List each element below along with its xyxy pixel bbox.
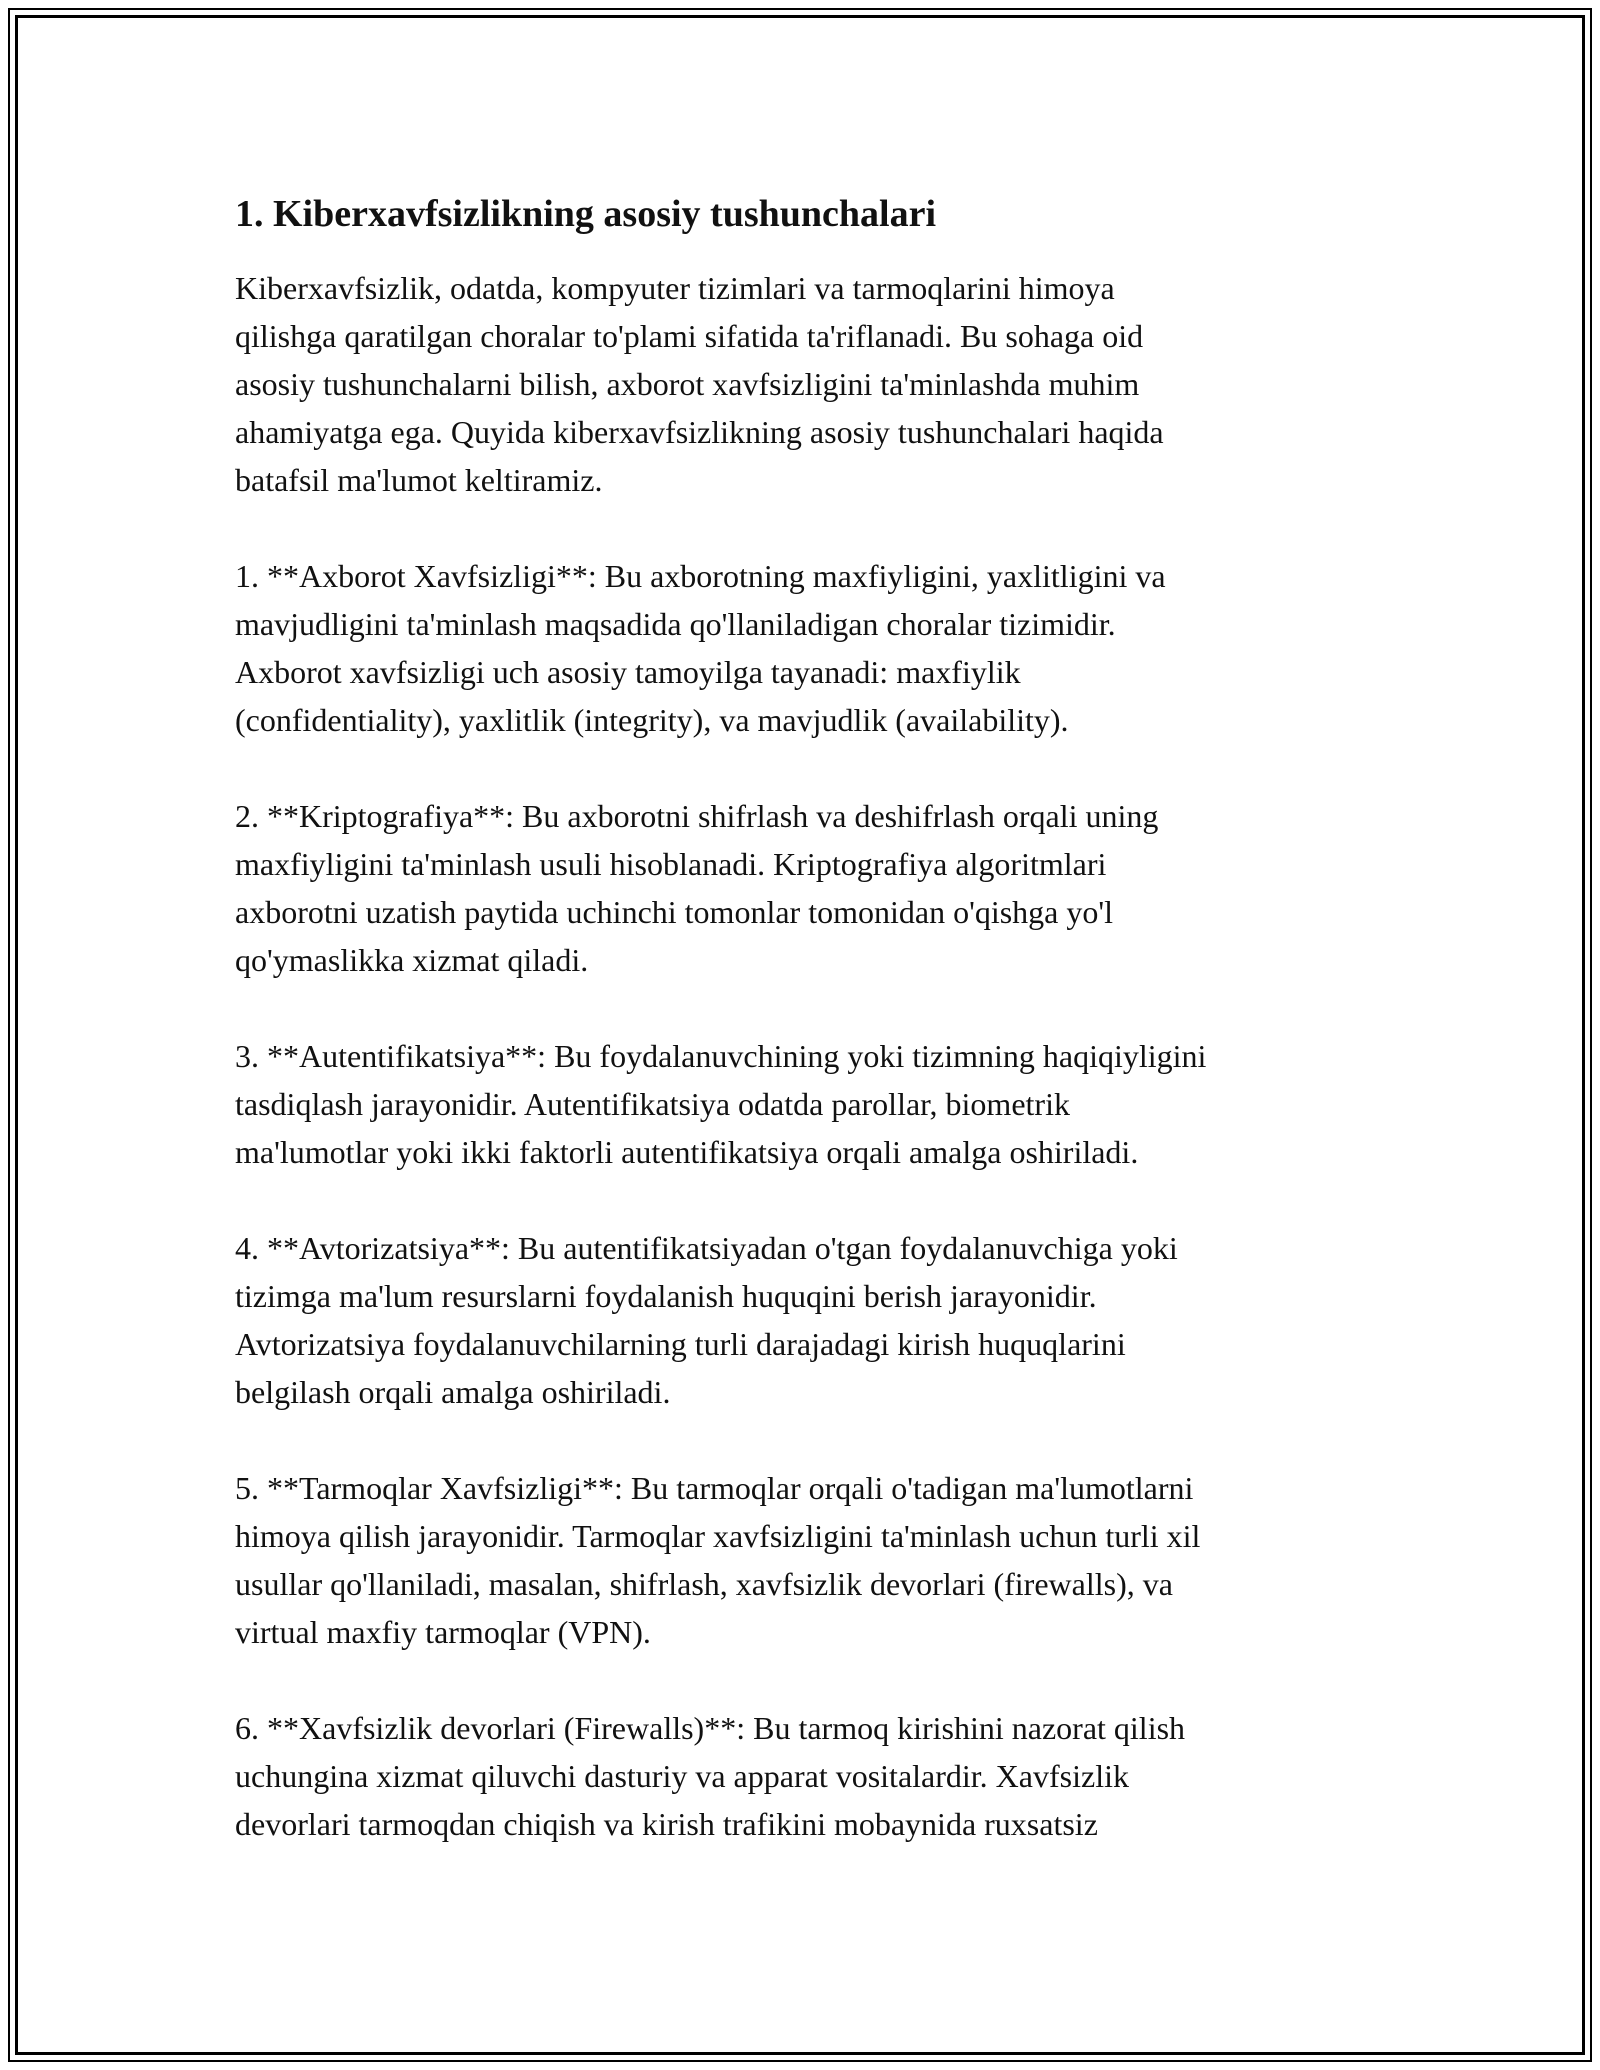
paragraph-axborot-xavfsizligi: 1. **Axborot Xavfsizligi**: Bu axborotning maxfiyligini, yaxlitligini va mavjudligini ta'minlash maqsadida qo'llaniladigan choralar tizimidir. Axborot xavfsizligi uch asosiy tamoyilga tayanadi: maxfiylik (confidentiality), yaxlitlik (integrity), va mavjudlik (availability). [235, 558, 1166, 738]
paragraph-kriptografiya: 2. **Kriptografiya**: Bu axborotni shifrlash va deshifrlash orqali uning maxfiyligini ta'minlash usuli hisoblanadi. Kriptografiya algoritmlari axborotni uzatish paytida uchinchi tomonlar tomonidan o'qishga yo'l qo'ymaslikka xizmat qiladi. [235, 798, 1159, 978]
document-body [235, 188, 1375, 1848]
intro-paragraph: Kiberxavfsizlik, odatda, kompyuter tizimlari va tarmoqlarini himoya qilishga qaratilgan choralar to'plami sifatida ta'riflanadi. Bu sohaga oid asosiy tushunchalarni bilish, axborot xavfsizligini ta'minlashda muhim ahamiyatga ega. Quyida kiberxavfsizlikning asosiy tushunchalari haqida batafsil ma'lumot keltiramiz. [235, 270, 1164, 498]
paragraph-autentifikatsiya: 3. **Autentifikatsiya**: Bu foydalanuvchining yoki tizimning haqiqiyligini tasdiqlash jarayonidir. Autentifikatsiya odatda parollar, biometrik ma'lumotlar yoki ikki faktorli autentifikatsiya orqali amalga oshiriladi. [235, 1038, 1207, 1170]
paragraph-avtorizatsiya: 4. **Avtorizatsiya**: Bu autentifikatsiyadan o'tgan foydalanuvchiga yoki tizimga ma'lum resurslarni foydalanish huquqini berish jarayonidir. Avtorizatsiya foydalanuvchilarning turli darajadagi kirish huquqlarini belgilash orqali amalga oshiriladi. [235, 1230, 1178, 1410]
paragraph-tarmoqlar-xavfsizligi: 5. **Tarmoqlar Xavfsizligi**: Bu tarmoqlar orqali o'tadigan ma'lumotlarni himoya qilish jarayonidir. Tarmoqlar xavfsizligini ta'minlash uchun turli xil usullar qo'llaniladi, masalan, shifrlash, xavfsizlik devorlari (firewalls), va virtual maxfiy tarmoqlar (VPN). [235, 1470, 1201, 1650]
document-title: 1. Kiberxavfsizlikning asosiy tushunchalari [235, 193, 937, 235]
paragraph-firewalls: 6. **Xavfsizlik devorlari (Firewalls)**: Bu tarmoq kirishini nazorat qilish uchungina xizmat qiluvchi dasturiy va apparat vositalardir. Xavfsizlik devorlari tarmoqdan chiqish va kirish trafikini mobaynida ruxsatsiz [235, 1710, 1186, 1842]
